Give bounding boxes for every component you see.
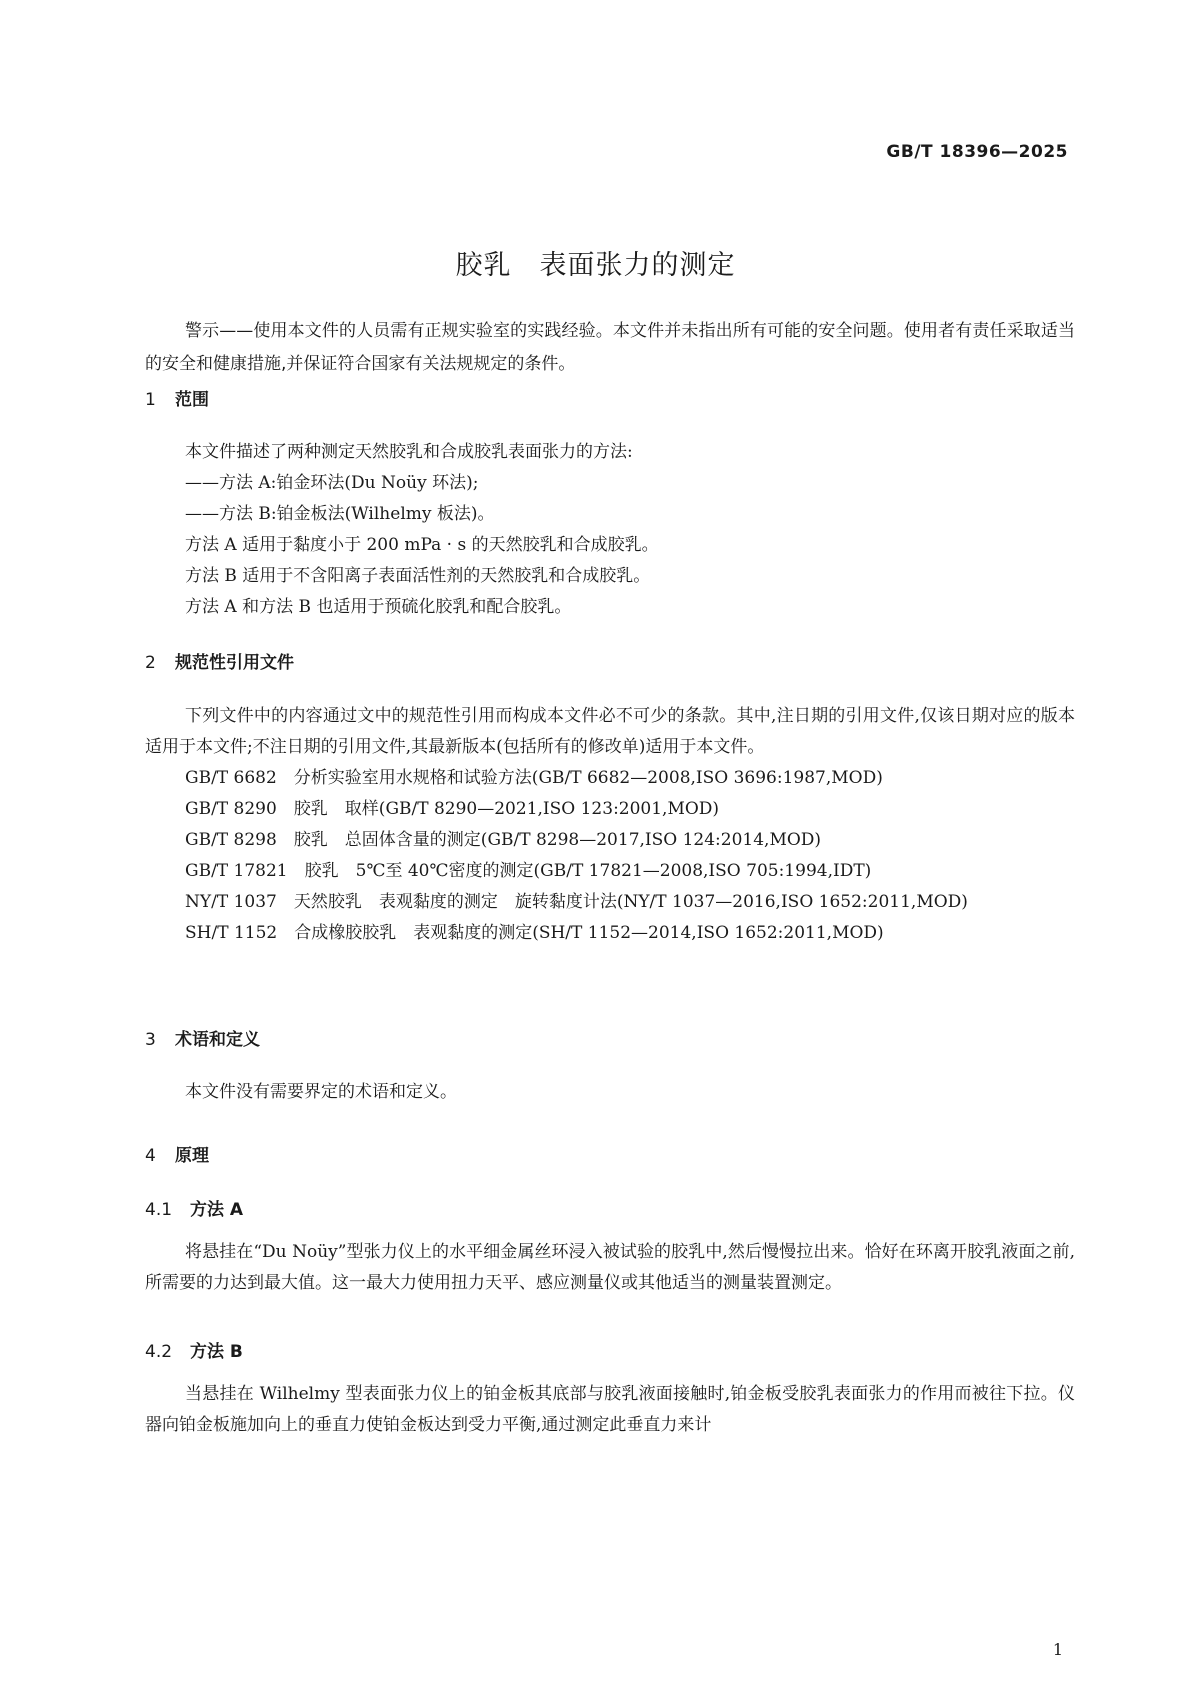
reference-item: GB/T 8290 胶乳 取样(GB/T 8290—2021,ISO 123:2001,MOD): [185, 799, 720, 819]
reference-item: SH/T 1152 合成橡胶胶乳 表观黏度的测定(SH/T 1152—2014,ISO 1652:2011,MOD): [185, 923, 884, 943]
section-1-heading: [145, 385, 209, 410]
section-title: 方法 A: [190, 1200, 244, 1220]
reference-item: GB/T 8298 胶乳 总固体含量的测定(GB/T 8298—2017,ISO 124:2014,MOD): [185, 830, 822, 850]
reference-item: NY/T 1037 天然胶乳 表观黏度的测定 旋转黏度计法(NY/T 1037—2016,ISO 1652:2011,MOD): [185, 892, 968, 912]
terms-text: 本文件没有需要界定的术语和定义。: [185, 1082, 457, 1102]
section-4-1-heading: [145, 1195, 243, 1220]
section-3-heading: [145, 1025, 260, 1050]
reference-item: GB/T 6682 分析实验室用水规格和试验方法(GB/T 6682—2008,ISO 3696:1987,MOD): [185, 768, 883, 788]
scope-line: ——方法 B:铂金板法(Wilhelmy 板法)。: [185, 504, 495, 524]
section-title: 方法 B: [190, 1342, 243, 1362]
reference-item: GB/T 17821 胶乳 5℃至 40℃密度的测定(GB/T 17821—2008,ISO 705:1994,IDT): [185, 861, 872, 881]
section-number: 1: [145, 390, 156, 410]
section-title: 原理: [175, 1146, 209, 1166]
warning-notice: 警示——使用本文件的人员需有正规实验室的实践经验。本文件并未指出所有可能的安全问题。使用者有责任采取适当的安全和健康措施,并保证符合国家有关法规规定的条件。: [145, 321, 1075, 374]
scope-line: 方法 A 和方法 B 也适用于预硫化胶乳和配合胶乳。: [185, 597, 572, 617]
section-4-1-body: [145, 1237, 1075, 1299]
section-title: 术语和定义: [175, 1030, 260, 1050]
scope-line: 方法 B 适用于不含阳离子表面活性剂的天然胶乳和合成胶乳。: [185, 566, 651, 586]
section-number: 2: [145, 653, 156, 673]
scope-line: 方法 A 适用于黏度小于 200 mPa · s 的天然胶乳和合成胶乳。: [185, 535, 659, 555]
section-2-heading: [145, 648, 294, 673]
document-title: [0, 243, 1191, 282]
section-4-heading: [145, 1141, 209, 1166]
page-number: 1: [1052, 1640, 1063, 1659]
title-part-2: 表面张力的测定: [539, 250, 736, 281]
section-4-2-body: [145, 1379, 1075, 1441]
section-number: 4: [145, 1146, 156, 1166]
section-number: 4.2: [145, 1342, 173, 1362]
section-title: 规范性引用文件: [175, 653, 294, 673]
scope-line: ——方法 A:铂金环法(Du Noüy 环法);: [185, 473, 479, 493]
section-title: 范围: [175, 390, 209, 410]
title-part-1: 胶乳: [455, 250, 512, 281]
section-4-2-heading: [145, 1337, 243, 1362]
scope-line: 本文件描述了两种测定天然胶乳和合成胶乳表面张力的方法:: [185, 442, 633, 462]
standard-code: GB/T 18396—2025: [886, 142, 1068, 162]
section-1-body: [145, 437, 1075, 623]
method-b-text: 当悬挂在 Wilhelmy 型表面张力仪上的铂金板其底部与胶乳液面接触时,铂金板受胶乳表面张力的作用而被往下拉。仪器向铂金板施加向上的垂直力使铂金板达到受力平衡,通过测定此垂直力来计: [145, 1384, 1075, 1435]
section-number: 3: [145, 1030, 156, 1050]
section-3-body: [145, 1077, 1075, 1108]
section-number: 4.1: [145, 1200, 173, 1220]
section-2-body: [145, 701, 1075, 949]
references-intro: 下列文件中的内容通过文中的规范性引用而构成本文件必不可少的条款。其中,注日期的引用文件,仅该日期对应的版本适用于本文件;不注日期的引用文件,其最新版本(包括所有的修改单)适用于本文件。: [145, 706, 1075, 757]
method-a-text: 将悬挂在“Du Noüy”型张力仪上的水平细金属丝环浸入被试验的胶乳中,然后慢慢拉出来。恰好在环离开胶乳液面之前,所需要的力达到最大值。这一最大力使用扭力天平、感应测量仪或其他适当的测量装置测定。: [145, 1242, 1075, 1293]
